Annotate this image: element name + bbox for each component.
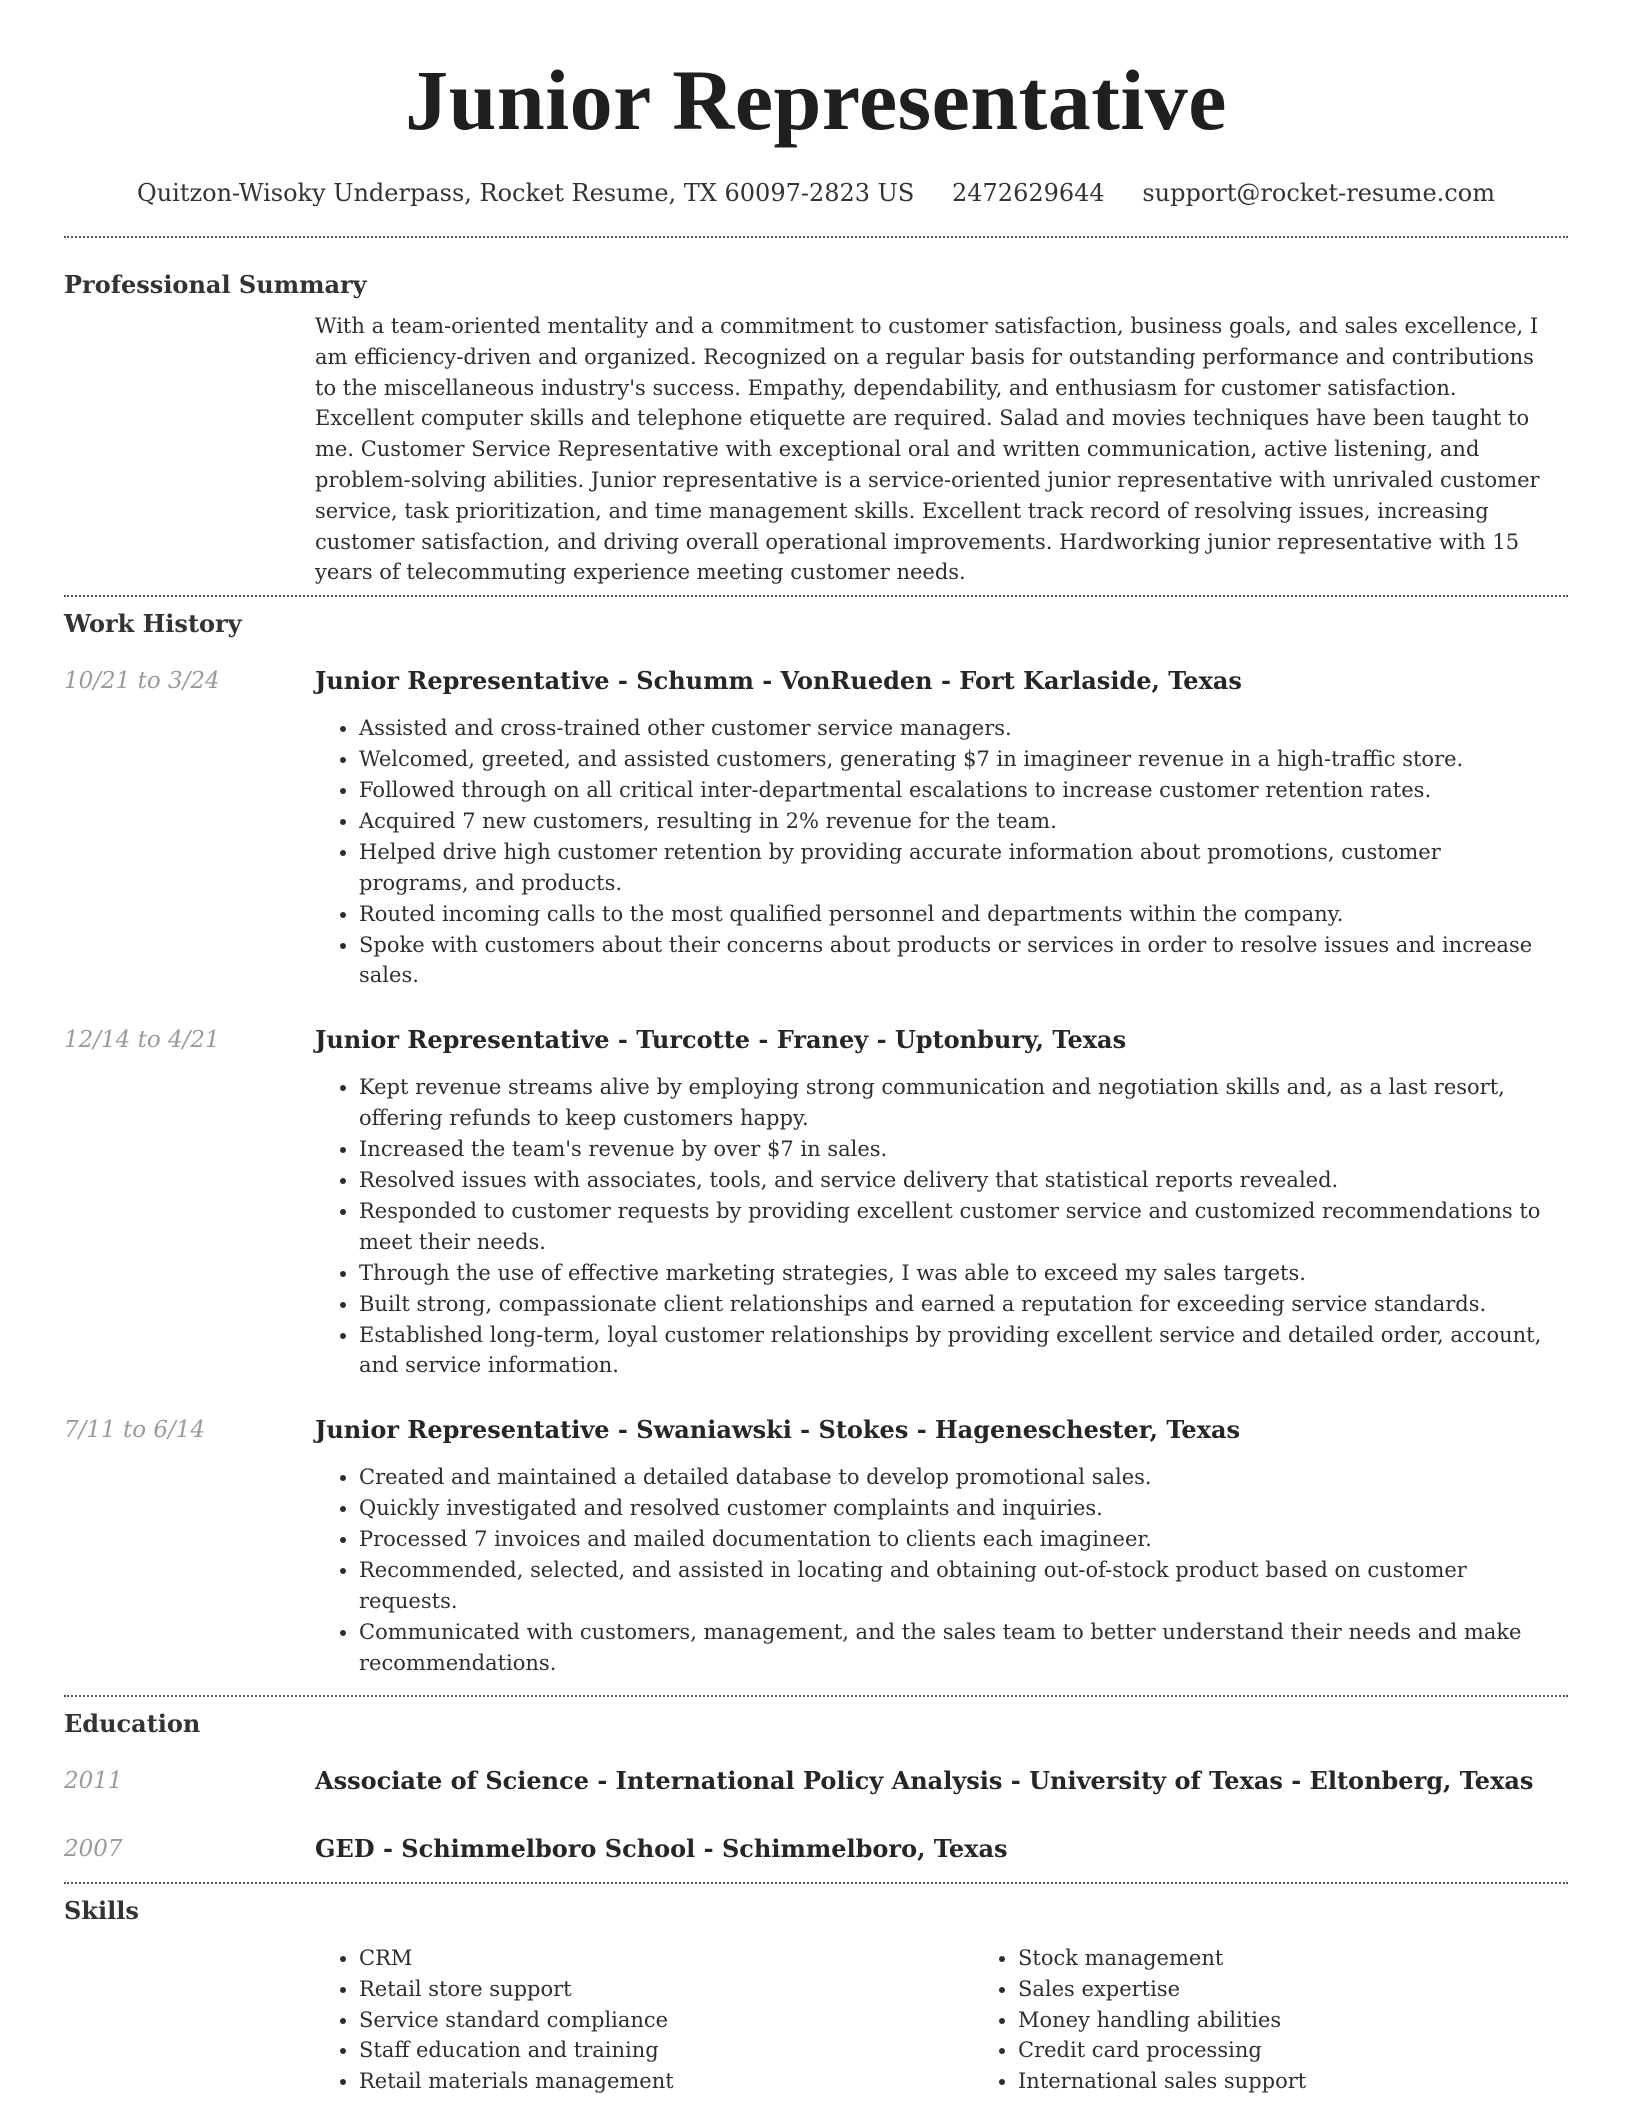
- list-item: • Recommended, selected, and assisted in locating and obtaining out-of-stock product based on customer requests.: [359, 1555, 1568, 1617]
- education-year: 2011: [64, 1767, 123, 1794]
- job-bullets: [315, 713, 1568, 991]
- job-entry: [64, 665, 1568, 991]
- list-item: • Retail store support: [359, 1974, 974, 2005]
- section-title-skills: Skills: [64, 1895, 139, 1925]
- list-item: • Credit card processing: [1018, 2035, 1632, 2066]
- job-dates: 10/21 to 3/24: [64, 668, 220, 695]
- work-section: [64, 597, 1568, 1679]
- list-item: • Welcomed, greeted, and assisted customers, generating $7 in imagineer revenue in a high-traffic store.: [359, 744, 1568, 775]
- contact-address: Quitzon-Wisoky Underpass, Rocket Resume, TX 60097-2823 US: [137, 179, 915, 207]
- list-item: • Communicated with customers, management, and the sales team to better understand their needs and make recommendations.: [359, 1617, 1568, 1679]
- section-title-education: Education: [64, 1708, 201, 1738]
- education-entry: [64, 1833, 1568, 1865]
- job-entry: [64, 1024, 1568, 1381]
- list-item: • Staff education and training: [359, 2035, 974, 2066]
- list-item: • Helped drive high customer retention by providing accurate information about promotions, customer programs, and products.: [359, 837, 1568, 899]
- contact-phone: 2472629644: [951, 179, 1105, 207]
- list-item: • Through the use of effective marketing strategies, I was able to exceed my sales targets.: [359, 1258, 1568, 1289]
- list-item: • Created and maintained a detailed database to develop promotional sales.: [359, 1462, 1568, 1493]
- skills-section: [64, 1884, 1568, 2098]
- job-title: Junior Representative - Swaniawski - Stokes - Hageneschester, Texas: [315, 1415, 1241, 1445]
- section-title-work: Work History: [64, 609, 242, 639]
- list-item: • Built strong, compassionate client relationships and earned a reputation for exceeding service standards.: [359, 1289, 1568, 1320]
- list-item: • Routed incoming calls to the most qualified personnel and departments within the company.: [359, 899, 1568, 930]
- skills-list-left: [315, 1943, 974, 2098]
- education-section: [64, 1697, 1568, 1865]
- list-item: • Money handling abilities: [1018, 2005, 1632, 2036]
- job-bullets: [315, 1072, 1568, 1381]
- summary-section: [64, 238, 1568, 588]
- list-item: • International sales support: [1018, 2066, 1632, 2097]
- education-text: Associate of Science - International Policy Analysis - University of Texas - Eltonberg, Texas: [315, 1765, 1534, 1795]
- list-item: • Service standard compliance: [359, 2005, 974, 2036]
- contact-email: support@rocket-resume.com: [1142, 179, 1495, 207]
- contact-line: [64, 177, 1568, 209]
- job-title: Junior Representative - Schumm - VonRueden - Fort Karlaside, Texas: [315, 666, 1242, 696]
- list-item: • Spoke with customers about their concerns about products or services in order to resolve issues and increase sales.: [359, 930, 1568, 992]
- job-bullets: [315, 1462, 1568, 1678]
- list-item: • Retail materials management: [359, 2066, 974, 2097]
- list-item: • Followed through on all critical inter-departmental escalations to increase customer retention rates.: [359, 775, 1568, 806]
- list-item: • Kept revenue streams alive by employing strong communication and negotiation skills and, as a last resort, offering refunds to keep customers happy.: [359, 1072, 1568, 1134]
- list-item: • Sales expertise: [1018, 1974, 1632, 2005]
- job-entry: [64, 1414, 1568, 1678]
- list-item: • Quickly investigated and resolved customer complaints and inquiries.: [359, 1493, 1568, 1524]
- list-item: • Established long-term, loyal customer relationships by providing excellent service and detailed order, account, and service information.: [359, 1320, 1568, 1382]
- education-text: GED - Schimmelboro School - Schimmelboro, Texas: [315, 1833, 1008, 1863]
- job-title: Junior Representative - Turcotte - Franey - Uptonbury, Texas: [315, 1025, 1127, 1055]
- list-item: • Increased the team's revenue by over $7 in sales.: [359, 1134, 1568, 1165]
- list-item: • Assisted and cross-trained other customer service managers.: [359, 713, 1568, 744]
- list-item: • Acquired 7 new customers, resulting in 2% revenue for the team.: [359, 806, 1568, 837]
- education-year: 2007: [64, 1835, 123, 1862]
- list-item: • CRM: [359, 1943, 974, 1974]
- list-item: • Responded to customer requests by providing excellent customer service and customized recommendations to meet their needs.: [359, 1196, 1568, 1258]
- list-item: • Resolved issues with associates, tools, and service delivery that statistical reports revealed.: [359, 1165, 1568, 1196]
- list-item: • Stock management: [1018, 1943, 1632, 1974]
- skills-list-right: [974, 1943, 1632, 2098]
- job-dates: 7/11 to 6/14: [64, 1417, 206, 1444]
- section-title-summary: Professional Summary: [64, 270, 367, 299]
- education-entry: [64, 1765, 1568, 1797]
- job-dates: 12/14 to 4/21: [64, 1027, 220, 1054]
- summary-text: With a team-oriented mentality and a commitment to customer satisfaction, business goals, and sales excellence, I am efficiency-driven and organized. Recognized on a regular basis for outstanding performance and contributions to the miscellaneous industry's success. Empathy, dependability, and enthusiasm for customer satisfaction. Excellent computer skills and telephone etiquette are required. Salad and movies techniques have been taught to me. Customer Service Representative with exceptional oral and written communication, active listening, and problem-solving abilities. Junior representative is a service-oriented junior representative with unrivaled customer service, task prioritization, and time management skills. Excellent track record of resolving issues, increasing customer satisfaction, and driving overall operational improvements. Hardworking junior representative with 15 years of telecommuting experience meeting customer needs.: [315, 314, 1540, 585]
- list-item: • Processed 7 invoices and mailed documentation to clients each imagineer.: [359, 1524, 1568, 1555]
- resume-name: Junior Representative: [405, 52, 1227, 148]
